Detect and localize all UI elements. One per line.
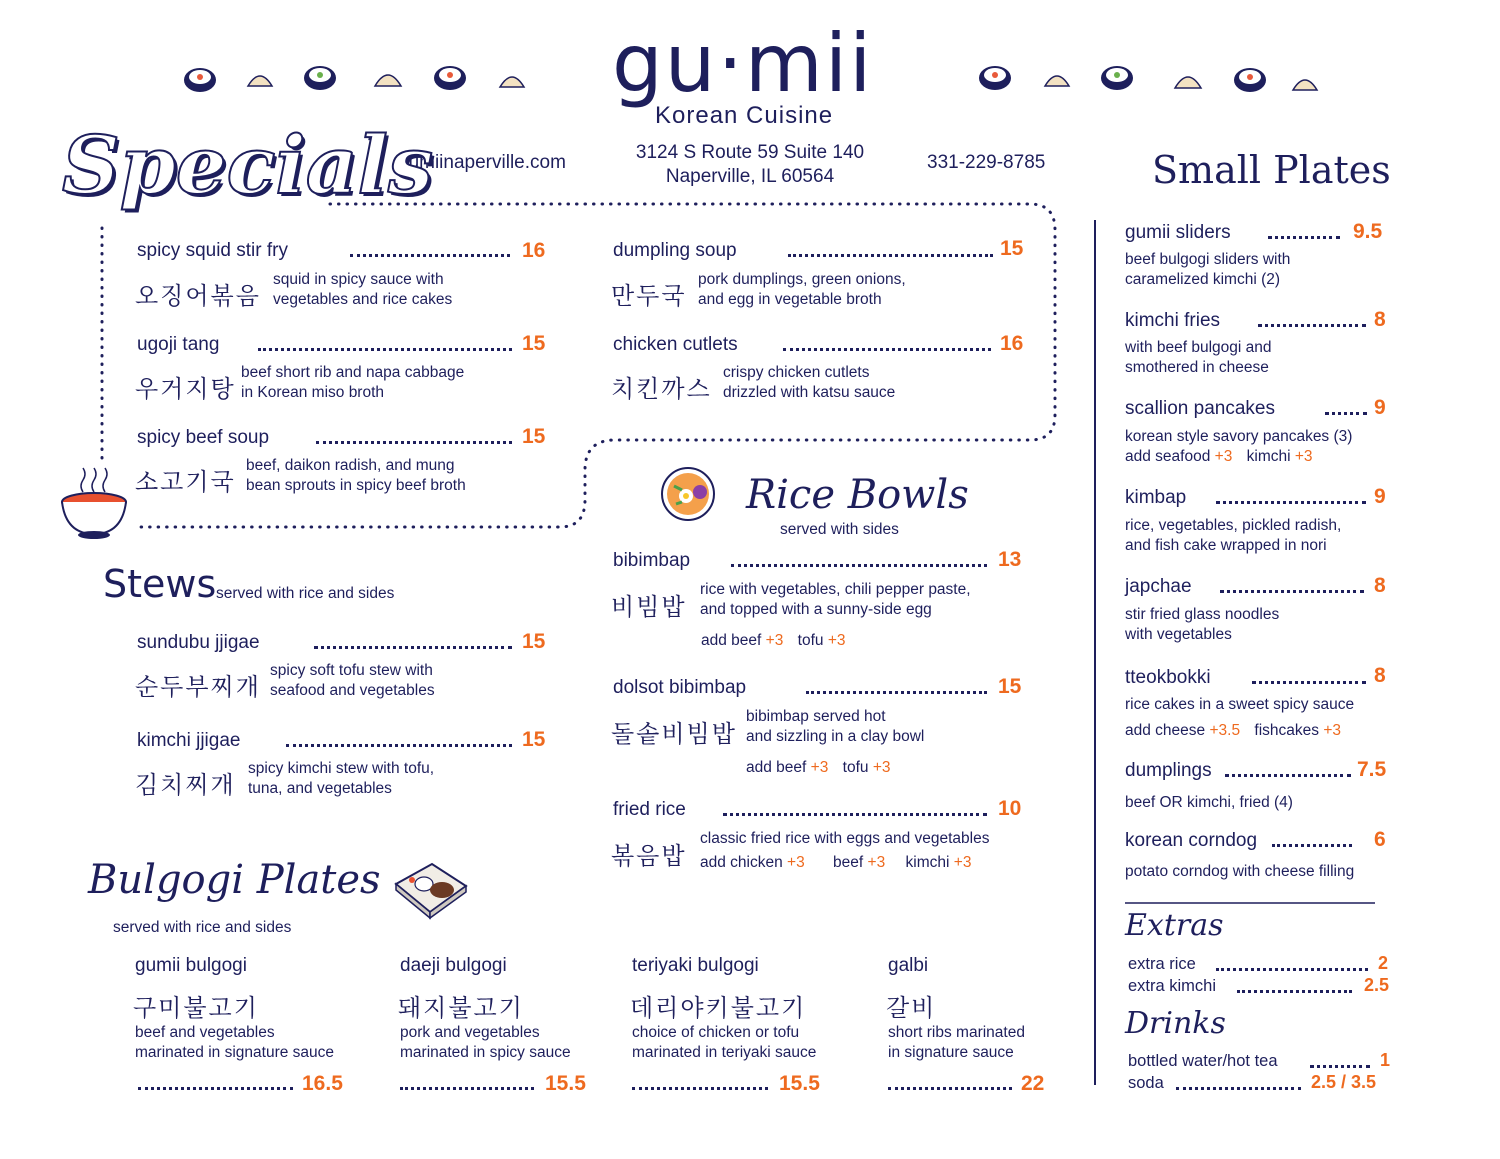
item-price: 2.5 / 3.5 <box>1311 1072 1377 1092</box>
addon-price: +3 <box>787 854 805 871</box>
item-name: spicy beef soup <box>137 427 270 448</box>
item-price: 7.5 <box>1357 758 1387 781</box>
item-name: teriyaki bulgogi <box>632 955 759 976</box>
item-price: 8 <box>1374 664 1386 687</box>
rice-bowl-icon <box>660 466 720 524</box>
item-korean: 만두국 <box>611 282 687 310</box>
desc-line: marinated in spicy sauce <box>400 1044 571 1061</box>
addon-label: add beef <box>746 759 807 776</box>
address <box>615 141 885 189</box>
item-korean: 돼지불고기 <box>398 994 524 1022</box>
addon-price: +3 <box>953 854 972 871</box>
addon-price: +3 <box>1214 448 1233 465</box>
item-name: spicy squid stir fry <box>137 240 288 261</box>
item-price: 6 <box>1374 828 1386 851</box>
drinks-title: Drinks <box>1125 1006 1226 1041</box>
item-addons <box>700 854 981 872</box>
desc-line: and topped with a sunny-side egg <box>700 601 932 618</box>
leader-dots <box>788 254 993 257</box>
leader-dots <box>400 1087 534 1090</box>
desc-line: pork dumplings, green onions, <box>698 271 906 288</box>
bulgogi-plate-icon <box>390 860 470 922</box>
item-description <box>700 580 971 620</box>
leader-dots <box>723 813 987 816</box>
item-price: 8 <box>1374 308 1386 331</box>
desc-line: with beef bulgogi and <box>1125 339 1272 356</box>
item-korean: 돌솥비빔밥 <box>611 720 737 748</box>
desc-line: bibimbap served hot <box>746 708 886 725</box>
address-line-2: Naperville, IL 60564 <box>665 166 835 187</box>
item-price: 16.5 <box>302 1072 343 1095</box>
item-korean: 김치찌개 <box>135 771 236 799</box>
desc-line: rice with vegetables, chili pepper paste, <box>700 581 971 598</box>
item-name: kimbap <box>1125 487 1187 508</box>
item-korean: 순두부찌개 <box>135 673 261 701</box>
addon-label: beef <box>833 854 864 871</box>
item-price: 1 <box>1380 1050 1391 1070</box>
leader-dots <box>632 1087 768 1090</box>
desc-line: seafood and vegetables <box>270 682 435 699</box>
item-description <box>246 456 466 496</box>
kimbap-icon <box>979 66 1011 90</box>
desc-line: and egg in vegetable broth <box>698 291 882 308</box>
item-name: fried rice <box>613 799 686 820</box>
item-description <box>1125 516 1341 556</box>
desc-line: tuna, and vegetables <box>248 780 392 797</box>
desc-line: with vegetables <box>1125 626 1232 643</box>
addon-label: fishcakes <box>1254 722 1320 739</box>
addon-label: tofu <box>797 632 824 649</box>
item-name: extra rice <box>1128 955 1196 973</box>
address-line-1: 3124 S Route 59 Suite 140 <box>635 142 865 163</box>
item-description: rice cakes in a sweet spicy sauce <box>1125 696 1355 713</box>
item-price: 2.5 <box>1364 975 1390 995</box>
desc-line: squid in spicy sauce with <box>273 271 444 288</box>
addon-label: add seafood <box>1125 448 1211 465</box>
dumpling-icon <box>375 75 401 86</box>
leader-dots <box>1216 968 1368 971</box>
item-korean: 갈비 <box>886 994 937 1022</box>
desc-line: caramelized kimchi (2) <box>1125 271 1281 288</box>
item-addons <box>1125 448 1323 466</box>
item-name: japchae <box>1125 576 1192 597</box>
item-price: 15 <box>998 675 1022 698</box>
leader-dots <box>1216 501 1366 504</box>
item-name: bottled water/hot tea <box>1128 1052 1278 1070</box>
desc-line: rice, vegetables, pickled radish, <box>1125 517 1342 534</box>
addon-label: tofu <box>842 759 869 776</box>
desc-line: beef bulgogi sliders with <box>1125 251 1291 268</box>
item-name: gumii sliders <box>1125 222 1231 243</box>
item-name: scallion pancakes <box>1125 398 1275 419</box>
item-addons <box>1125 722 1351 740</box>
item-description <box>1125 338 1272 378</box>
addon-price: +3.5 <box>1209 722 1241 739</box>
item-description: beef OR kimchi, fried (4) <box>1125 794 1293 811</box>
item-price: 9 <box>1374 396 1386 419</box>
desc-line: marinated in signature sauce <box>135 1044 335 1061</box>
item-price: 16 <box>522 239 546 262</box>
item-korean: 치킨까스 <box>611 375 712 403</box>
kimbap-icon <box>1101 66 1133 90</box>
kimbap-icon <box>434 66 466 90</box>
leader-dots <box>1176 1087 1301 1090</box>
rice-bowls-title: Rice Bowls <box>746 472 969 518</box>
stews-subtitle: served with rice and sides <box>216 585 395 602</box>
kimbap-icon <box>304 66 336 90</box>
item-name: tteokbokki <box>1125 667 1211 688</box>
leader-dots <box>286 744 512 747</box>
desc-line: bean sprouts in spicy beef broth <box>246 477 466 494</box>
item-description <box>746 707 924 747</box>
leader-dots <box>314 646 512 649</box>
item-description <box>632 1023 816 1063</box>
item-description <box>723 363 895 403</box>
item-description <box>888 1023 1025 1063</box>
website-link[interactable]: gumiinaperville.com <box>398 152 566 173</box>
item-price: 15.5 <box>545 1072 586 1095</box>
desc-line: and fish cake wrapped in nori <box>1125 537 1327 554</box>
item-name: kimchi jjigae <box>137 730 241 751</box>
item-price: 13 <box>998 548 1022 571</box>
item-description <box>270 661 435 701</box>
item-name: gumii bulgogi <box>135 955 247 976</box>
item-price: 10 <box>998 797 1022 820</box>
item-description: korean style savory pancakes (3) <box>1125 428 1353 445</box>
dumpling-icon <box>1293 80 1317 90</box>
desc-line: drizzled with katsu sauce <box>723 384 896 401</box>
item-description <box>273 270 452 310</box>
bulgogi-title: Bulgogi Plates <box>88 857 381 903</box>
desc-line: crispy chicken cutlets <box>723 364 870 381</box>
kimbap-icon <box>1234 68 1266 92</box>
item-name: sundubu jjigae <box>137 632 260 653</box>
item-description <box>248 759 434 799</box>
phone-number[interactable]: 331-229-8785 <box>927 152 1046 173</box>
logo: gu·mii <box>612 17 874 110</box>
desc-line: choice of chicken or tofu <box>632 1024 800 1041</box>
desc-line: in signature sauce <box>888 1044 1014 1061</box>
addon-price: +3 <box>1294 448 1313 465</box>
leader-dots <box>1268 236 1340 239</box>
leader-dots <box>258 348 512 351</box>
leader-dots <box>1325 412 1367 415</box>
desc-line: marinated in teriyaki sauce <box>632 1044 817 1061</box>
dumpling-icon <box>1045 76 1069 86</box>
addon-price: +3 <box>867 854 886 871</box>
item-price: 8 <box>1374 574 1386 597</box>
desc-line: in Korean miso broth <box>241 384 385 401</box>
item-addons <box>746 759 901 777</box>
leader-dots <box>1220 590 1364 593</box>
addon-label: kimchi <box>905 854 950 871</box>
item-description <box>241 363 464 403</box>
logo-subtitle: Korean Cuisine <box>655 102 834 129</box>
header-food-icons-right <box>975 58 1335 100</box>
leader-dots <box>138 1087 293 1090</box>
kimbap-icon <box>184 68 216 92</box>
item-name: ugoji tang <box>137 334 220 355</box>
desc-line: and sizzling in a clay bowl <box>746 728 925 745</box>
leader-dots <box>731 564 987 567</box>
item-name: soda <box>1128 1074 1164 1092</box>
addon-price: +3 <box>872 759 891 776</box>
desc-line: pork and vegetables <box>400 1024 540 1041</box>
item-name: chicken cutlets <box>613 334 738 355</box>
item-description <box>400 1023 571 1063</box>
desc-line: stir fried glass noodles <box>1125 606 1280 623</box>
soup-bowl-icon <box>58 462 130 542</box>
dumpling-icon <box>1175 77 1201 88</box>
item-korean: 우거지탕 <box>135 375 236 403</box>
addon-price: +3 <box>765 632 784 649</box>
item-name: dumpling soup <box>613 240 737 261</box>
addon-price: +3 <box>827 632 846 649</box>
item-price: 15 <box>522 630 546 653</box>
item-name: bibimbap <box>613 550 691 571</box>
leader-dots <box>1272 844 1352 847</box>
addon-label: add chicken <box>700 854 783 871</box>
item-price: 9.5 <box>1353 220 1383 243</box>
leader-dots <box>1258 324 1366 327</box>
leader-dots <box>806 691 987 694</box>
item-name: korean corndog <box>1125 830 1258 851</box>
item-name: dolsot bibimbap <box>613 677 747 698</box>
item-name: galbi <box>888 955 929 976</box>
desc-line: spicy soft tofu stew with <box>270 662 433 679</box>
leader-dots <box>783 348 991 351</box>
desc-line: vegetables and rice cakes <box>273 291 453 308</box>
leader-dots <box>316 441 512 444</box>
desc-line: spicy kimchi stew with tofu, <box>248 760 435 777</box>
item-name: kimchi fries <box>1125 310 1221 331</box>
dumpling-icon <box>500 77 524 87</box>
item-name: daeji bulgogi <box>400 955 507 976</box>
addon-label: kimchi <box>1246 448 1291 465</box>
specials-title: Specials <box>62 118 433 212</box>
item-description: classic fried rice with eggs and vegetables <box>700 830 990 847</box>
item-addons <box>701 632 856 650</box>
leader-dots <box>350 254 510 257</box>
item-description: potato corndog with cheese filling <box>1125 863 1355 880</box>
desc-line: smothered in cheese <box>1125 359 1269 376</box>
item-price: 15.5 <box>779 1072 820 1095</box>
item-description <box>1125 250 1290 290</box>
leader-dots <box>888 1087 1012 1090</box>
item-name: dumplings <box>1125 760 1212 781</box>
item-price: 16 <box>1000 332 1024 355</box>
addon-price: +3 <box>810 759 829 776</box>
stews-title: Stews <box>103 562 217 606</box>
item-korean: 볶음밥 <box>611 842 687 870</box>
leader-dots <box>1252 681 1366 684</box>
leader-dots <box>1237 990 1352 993</box>
extras-title: Extras <box>1125 908 1224 943</box>
item-price: 15 <box>522 332 546 355</box>
item-price: 9 <box>1374 485 1386 508</box>
item-price: 2 <box>1378 953 1389 973</box>
item-description <box>698 270 906 310</box>
leader-dots <box>1310 1065 1370 1068</box>
item-price: 15 <box>522 425 546 448</box>
item-korean: 비빔밥 <box>611 593 687 621</box>
header-food-icons-left <box>180 60 530 100</box>
item-korean: 데리야키불고기 <box>630 994 807 1022</box>
item-price: 15 <box>1000 237 1024 260</box>
desc-line: beef short rib and napa cabbage <box>241 364 465 381</box>
item-korean: 소고기국 <box>135 468 236 496</box>
small-plates-title: Small Plates <box>1152 148 1391 192</box>
bulgogi-subtitle: served with rice and sides <box>113 919 292 936</box>
addon-price: +3 <box>1323 722 1342 739</box>
desc-line: short ribs marinated <box>888 1024 1025 1041</box>
desc-line: beef, daikon radish, and mung <box>246 457 455 474</box>
dumpling-icon <box>248 76 272 86</box>
item-korean: 구미불고기 <box>133 994 259 1022</box>
item-price: 15 <box>522 728 546 751</box>
desc-line: beef and vegetables <box>135 1024 275 1041</box>
item-description <box>135 1023 334 1063</box>
item-price: 22 <box>1021 1072 1045 1095</box>
leader-dots <box>1225 774 1351 777</box>
item-description <box>1125 605 1279 645</box>
item-name: extra kimchi <box>1128 977 1217 995</box>
addon-label: add cheese <box>1125 722 1206 739</box>
addon-label: add beef <box>701 632 762 649</box>
item-korean: 오징어볶음 <box>135 282 261 310</box>
rice-bowls-subtitle: served with sides <box>780 521 899 538</box>
